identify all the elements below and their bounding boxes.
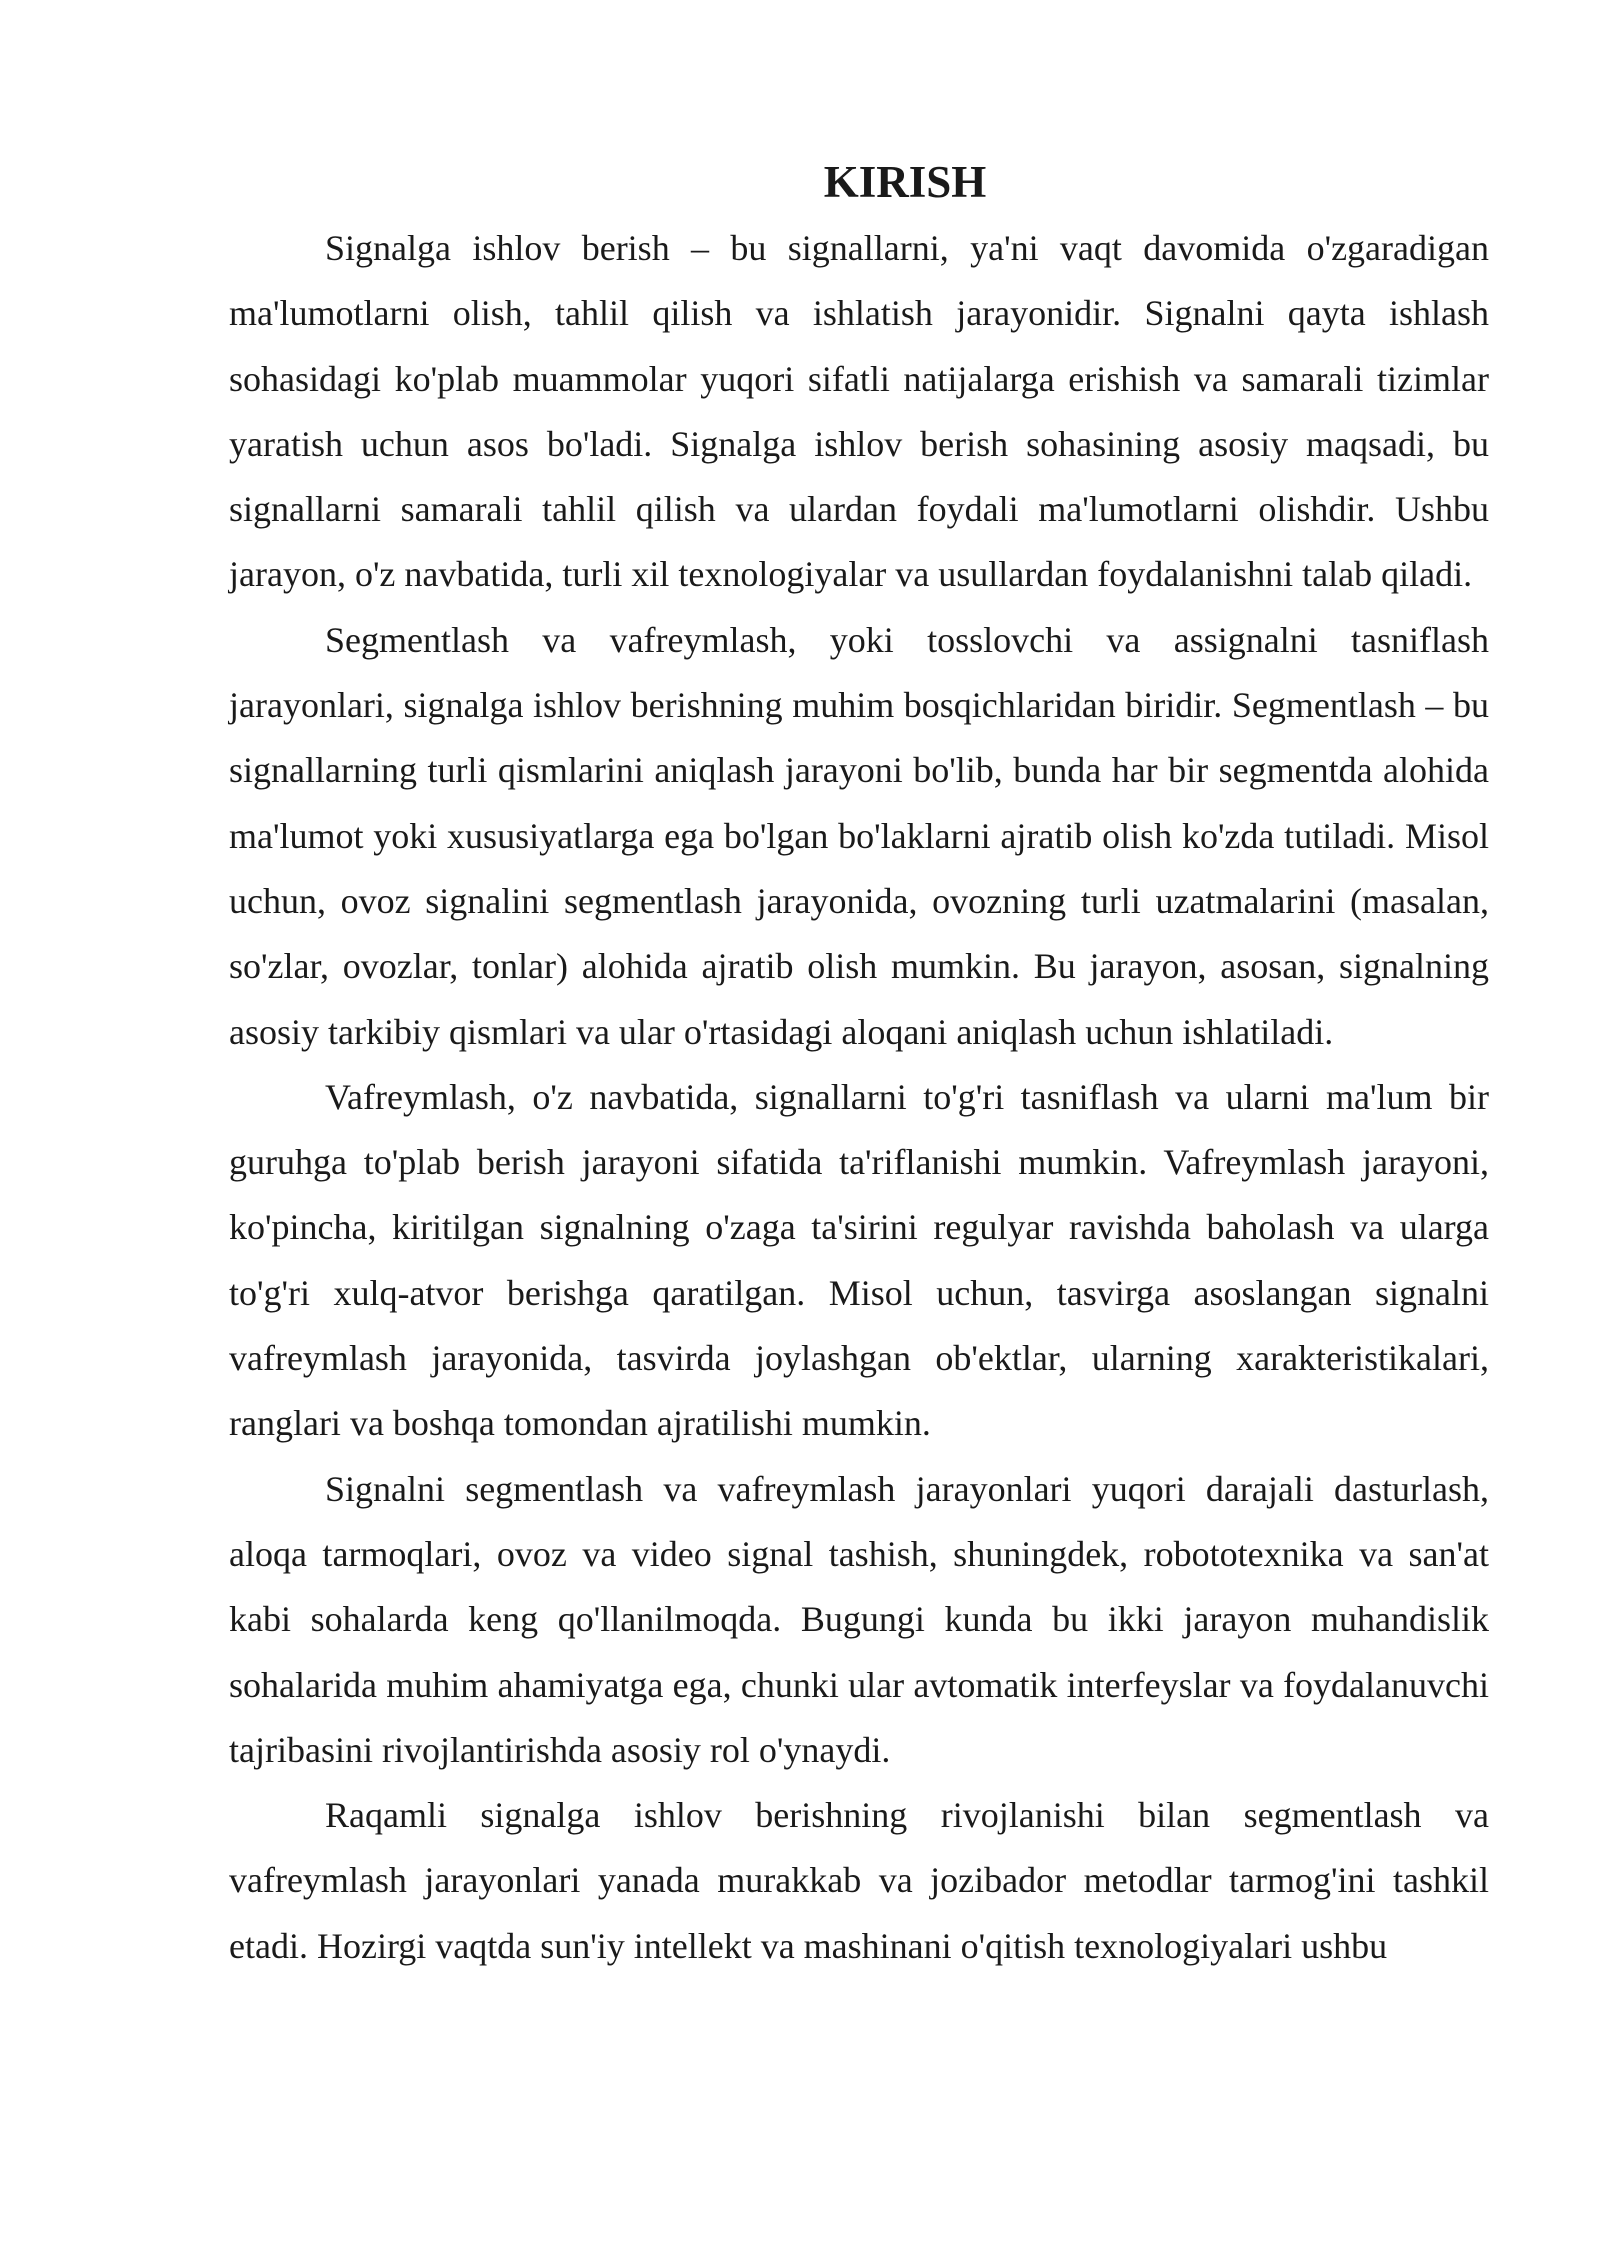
paragraph-1: Signalga ishlov berish – bu signallarni, ya'ni vaqt davomida o'zgaradigan ma'lumotlarni olish, tahlil qilish va ishlatish jarayonidir. Signalni qayta ishlash sohasidagi ko'plab muammolar yuqori sifatli natijalarga erishish va samarali tizimlar yaratish uchun asos bo'ladi. Signalga ishlov berish sohasining asosiy maqsadi, bu signallarni samarali tahlil qilish va ulardan foydali ma'lumotlarni olishdir. Ushbu jarayon, o'z navbatida, turli xil texnologiyalar va usullardan foydalanishni talab qiladi. — [229, 228, 1489, 595]
paragraph-3: Vafreymlash, o'z navbatida, signallarni to'g'ri tasniflash va ularni ma'lum bir guruhga to'plab berish jarayoni sifatida ta'riflanishi mumkin. Vafreymlash jarayoni, ko'pincha, kiritilgan signalning o'zaga ta'sirini regulyar ravishda baholash va ularga to'g'ri xulq-atvor berishga qaratilgan. Misol uchun, tasvirga asoslangan signalni vafreymlash jarayonida, tasvirda joylashgan ob'ektlar, ularning xarakteristikalari, ranglari va boshqa tomondan ajratilishi mumkin. — [229, 1076, 1489, 1444]
document-page — [229, 150, 1489, 1979]
paragraph-5: Raqamli signalga ishlov berishning rivojlanishi bilan segmentlash va vafreymlash jarayonlari yanada murakkab va jozibador metodlar tarmog'ini tashkil etadi. Hozirgi vaqtda sun'iy intellekt va mashinani o'qitish texnologiyalari ushbu — [229, 1795, 1489, 1966]
paragraph-2: Segmentlash va vafreymlash, yoki tosslovchi va assignalni tasniflash jarayonlari, signalga ishlov berishning muhim bosqichlaridan biridir. Segmentlash – bu signallarning turli qismlarini aniqlash jarayoni bo'lib, bunda har bir segmentda alohida ma'lumot yoki xususiyatlarga ega bo'lgan bo'laklarni ajratib olish ko'zda tutiladi. Misol uchun, ovoz signalini segmentlash jarayonida, ovozning turli uzatmalarini (masalan, so'zlar, ovozlar, tonlar) alohida ajratib olish mumkin. Bu jarayon, asosan, signalning asosiy tarkibiy qismlari va ular o'rtasidagi aloqani aniqlash uchun ishlatiladi. — [229, 619, 1489, 1052]
page-title: KIRISH — [823, 157, 987, 207]
paragraph-4: Signalni segmentlash va vafreymlash jarayonlari yuqori darajali dasturlash, aloqa tarmoqlari, ovoz va video signal tashish, shuningdek, robototexnika va san'at kabi sohalarda keng qo'llanilmoqda. Bugungi kunda bu ikki jarayon muhandislik sohalarida muhim ahamiyatga ega, chunki ular avtomatik interfeyslar va foydalanuvchi tajribasini rivojlantirishda asosiy rol o'ynaydi. — [229, 1468, 1489, 1770]
